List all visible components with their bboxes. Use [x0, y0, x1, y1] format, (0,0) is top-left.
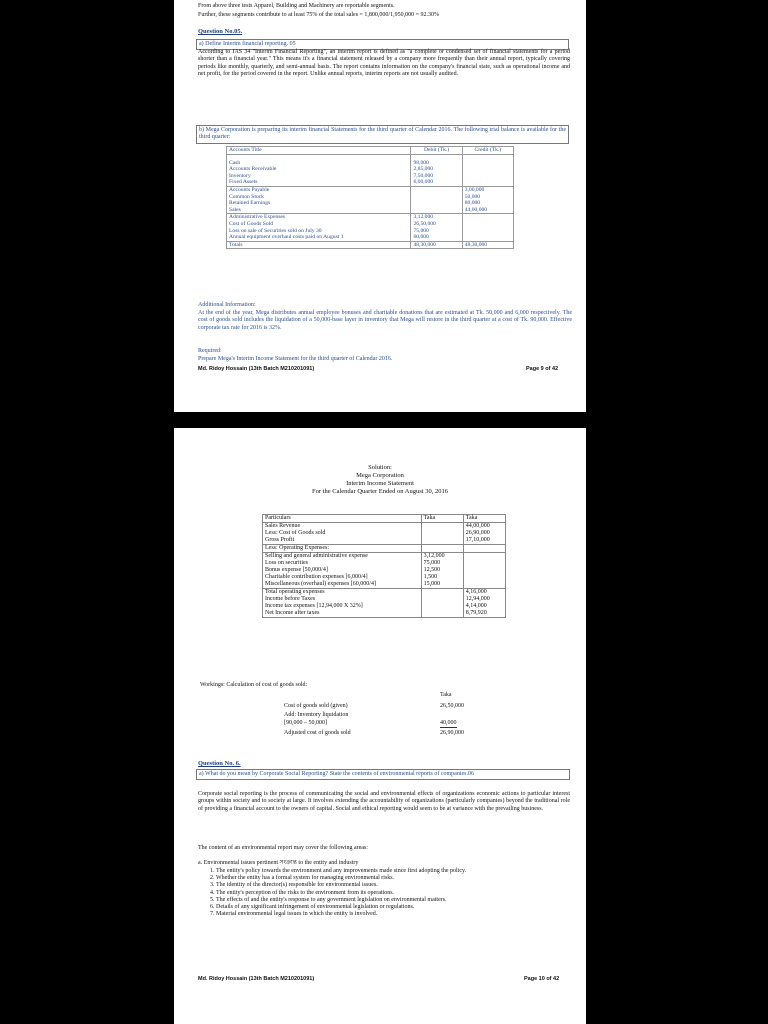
row-debit: 48,30,000 [411, 241, 462, 249]
particulars-cell: Sales Revenue Less: Cost of Goods sold Gross Profit [263, 523, 422, 545]
row-label: Administrative Expenses Cost of Goods Sold Loss on sale of Securities sold on July 30 Annual equipment overhaul costs paid on August 1 [227, 214, 411, 241]
statement-name: Interim Income Statement [346, 480, 414, 487]
table-row [263, 589, 506, 618]
additional-info-text: At the end of the year, Mega distributes annual employee bonuses and charitable donations that are estimated at Tk. 50,000 and 6,000 respectively. The cost of goods sold includes the liquidation of a 50,000-base layer in inventory that Mega will restore in the third quarter at a cost of Tk. 90,000. Effective corporate tax rate for 2016 is 32%. [198, 310, 572, 331]
table-row-totals [227, 241, 514, 249]
question-5a-answer: According to IAS 34 "Interim Financial Reporting", an interim report is defined as "a complete or condensed set of financial statements for a period shorter than a financial year." This means it's a financial statement released by a company more frequently than their annual report, typically covering periods like monthly, quarterly, and semi-annual basis. The report contains information on the company's financial state, such as operational income and net profit, for the period covered in the report. Unlike annual reports, interim reports are not usually audited. [198, 49, 570, 78]
header-debit: Debit (Tk.) [411, 147, 462, 155]
list-item: 5. The effects of and the entity's response to any government legislation on environmental matters. [216, 897, 580, 904]
taka-cell-1 [421, 589, 463, 618]
required-heading: Required: [198, 348, 222, 354]
footer-author: Md. Ridoy Hossain (13th Batch M210201091) [198, 366, 315, 372]
question-5-heading: Question No.05. [198, 28, 243, 35]
row-credit: 48,30,000 [462, 241, 513, 249]
header-accounts-title: Accounts Title [227, 147, 411, 155]
list-item: 4. The entity's perception of the risks to the environment from its operations. [216, 890, 580, 897]
trial-balance-table [226, 146, 514, 249]
question-5a: a) Define Interim financial reporting. 05 [196, 39, 569, 50]
document-page-9 [174, 0, 586, 412]
solution-label: Solution: [368, 464, 392, 471]
footer-author: Md. Ridoy Hossain (13th Batch M210201091) [198, 976, 315, 982]
footer-page-number: Page 9 of 42 [526, 366, 559, 372]
workings-row-label: Cost of goods sold (given) [284, 703, 348, 709]
question-5b: b) Mega Corporation is preparing its interim financial Statements for the third quarter of Calendar 2016. The following trial balance is available for the third quarter: [196, 125, 569, 144]
row-debit: 3,12,000 26,50,000 75,000 60,000 [411, 214, 462, 241]
income-statement-table [262, 514, 506, 618]
row-debit [411, 186, 462, 213]
list-item: 7. Material environmental legal issues in which the entity is involved. [216, 911, 580, 918]
income-header [263, 515, 506, 523]
workings-row-label: Adjusted cost of goods sold [284, 730, 351, 736]
intro-line-1: From above three tests Apparel, Building and Machinery are reportable segments. [198, 3, 395, 9]
taka-cell-2: 44,00,000 26,90,000 17,10,000 [463, 523, 505, 545]
environmental-sub-a: a. Environmental issues pertinent সংক্রান্ত to the entity and industry [198, 860, 359, 866]
list-item: 1. The entity's policy towards the environment and any improvements made since first adopting the policy. [216, 868, 580, 875]
workings-taka-header: Taka [440, 692, 452, 698]
header-taka-1: Taka [421, 515, 463, 523]
list-item: 2. Whether the entity has a formal system for managing environmental risks. [216, 875, 580, 882]
environmental-content-intro: The content of an environmental report may cover the following areas: [198, 845, 368, 851]
required-text: Prepare Mega's Interim Income Statement for the third quarter of Calendar 2016. [198, 356, 393, 362]
row-label: Cash Accounts Receivable Inventory Fixed Assets [227, 154, 411, 186]
list-item: 6. Details of any significant infringement of environmental legislation or regulations. [216, 904, 580, 911]
table-row [227, 186, 514, 213]
row-credit [462, 154, 513, 186]
taka-cell-2: 4,16,000 12,94,000 4,14,000 8,79,920 [463, 589, 505, 618]
taka-cell-2 [463, 545, 505, 553]
table-row [263, 523, 506, 545]
workings-row-label: Add: Inventory liquidation [284, 712, 349, 718]
environmental-report-list [202, 868, 580, 918]
list-item: 3. The identity of the director(s) responsible for environmental issues. [216, 882, 580, 889]
solution-title-block [174, 464, 586, 496]
row-label: Accounts Payable Common Stock Retained Earnings Sales [227, 186, 411, 213]
row-credit: 3,00,000 50,000 80,000 44,00,000 [462, 186, 513, 213]
company-name: Mega Corporation [356, 472, 404, 479]
particulars-cell: Less: Operating Expenses: [263, 545, 422, 553]
document-page-10 [174, 428, 586, 1024]
table-row [263, 545, 506, 553]
question-6a: a) What do you mean by Corporate Social Reporting? State the contents of environmental reports of companies.06 [196, 769, 570, 780]
question-6a-answer: Corporate social reporting is the process of communicating the social and environmental effects of organizations economic actions to particular interest groups within society and to society at large. It involves extending the accountability of organizations (particularly companies) beyond the traditional role of providing a financial account to the owners of capital. Social and ethical reporting would seem to be at variance with the prevailing business. [198, 791, 570, 812]
particulars-cell: Selling and general administrative expense Loss on securities Bonus expense [50,000/4] Charitable contribution expenses [6,000/4] Miscellaneous (overhaul) expenses [60,000/4] [263, 553, 422, 589]
statement-period: For the Calendar Quarter Ended on August 30, 2016 [312, 488, 448, 495]
question-6-heading: Question No. 6. [198, 760, 241, 767]
footer-page-number: Page 10 of 42 [524, 976, 560, 982]
workings-row-value: 26,50,000 [440, 703, 464, 709]
workings-row-label: [90,000 – 50,000] [284, 720, 327, 726]
taka-cell-1: 3,12,000 75,000 12,500 1,500 15,000 [421, 553, 463, 589]
particulars-cell: Total operating expenses Income before Taxes Income tax expenses [12,94,000 X 32%] Net Income after taxes [263, 589, 422, 618]
row-credit [462, 214, 513, 241]
table-row [263, 553, 506, 589]
intro-line-2: Further, these segments contribute to at least 75% of the total sales = 1,800,000/1,950,000 = 92.30% [198, 12, 439, 18]
table-row [227, 214, 514, 241]
header-particulars: Particulars [263, 515, 422, 523]
header-credit: Credit (Tk.) [462, 147, 513, 155]
header-taka-2: Taka [463, 515, 505, 523]
trial-balance-header [227, 147, 514, 155]
row-debit: 98,000 2,85,000 7,50,000 6,00,000 [411, 154, 462, 186]
workings-row-value: 40,000 [440, 720, 457, 726]
taka-cell-1 [421, 545, 463, 553]
row-label: Totals [227, 241, 411, 249]
table-row [227, 154, 514, 186]
workings-row-value: 26,90,000 [440, 730, 464, 736]
workings-heading: Workings: Calculation of cost of goods sold: [200, 682, 308, 688]
taka-cell-1 [421, 523, 463, 545]
taka-cell-2 [463, 553, 505, 589]
additional-info-heading: Additional Information: [198, 302, 256, 308]
